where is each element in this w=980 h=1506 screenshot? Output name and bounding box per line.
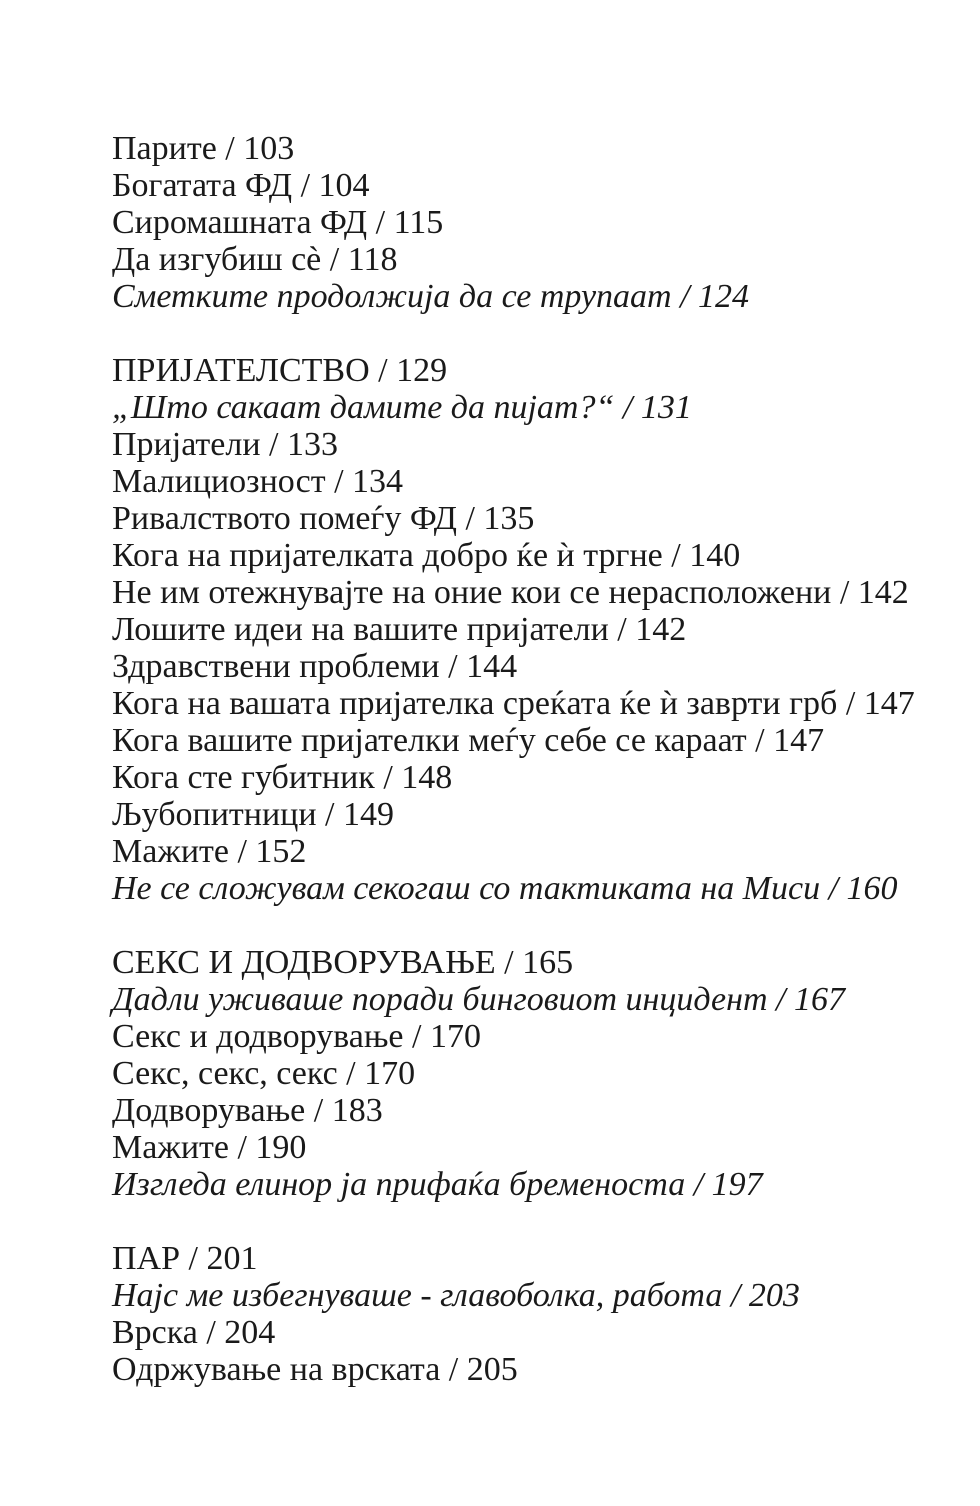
toc-section-header: ПРИЈАТЕЛСТВО / 129 xyxy=(112,352,448,389)
toc-section-header: ПАР / 201 xyxy=(112,1240,258,1277)
toc-entry: Богатата ФД / 104 xyxy=(112,167,370,204)
toc-entry-italic: Изгледа елинор ја прифаќа бременоста / 197 xyxy=(112,1166,763,1203)
toc-entry-italic: Не се сложувам секогаш со тактиката на Миси / 160 xyxy=(112,870,898,907)
toc-section xyxy=(112,352,915,907)
toc-entry: Кога на вашата пријателка среќата ќе ѝ заврти грб / 147 xyxy=(112,685,915,722)
toc-entry-italic: Најс ме избегнуваше - главоболка, работа / 203 xyxy=(112,1277,800,1314)
toc-section xyxy=(112,130,915,315)
toc-entry: Лошите идеи на вашите пријатели / 142 xyxy=(112,611,687,648)
toc-entry: Мажите / 190 xyxy=(112,1129,307,1166)
toc-entry: Додворување / 183 xyxy=(112,1092,383,1129)
toc-entry: Кога на пријателката добро ќе ѝ тргне / 140 xyxy=(112,537,741,574)
toc-entry: Здравствени проблеми / 144 xyxy=(112,648,518,685)
toc-entry: Пријатели / 133 xyxy=(112,426,338,463)
toc-entry: Мажите / 152 xyxy=(112,833,307,870)
toc-entry-italic: Сметките продолжија да се трупаат / 124 xyxy=(112,278,750,315)
toc-entry: Кога вашите пријателки меѓу себе се караат / 147 xyxy=(112,722,825,759)
toc-entry: Ривалството помеѓу ФД / 135 xyxy=(112,500,535,537)
toc-entry: Љубопитници / 149 xyxy=(112,796,394,833)
toc-entry: Не им отежнувајте на оние кои се нерасположени / 142 xyxy=(112,574,909,611)
toc-entry-italic: Дадли уживаше поради бинговиот инцидент / 167 xyxy=(112,981,845,1018)
toc-entry: Сиромашната ФД / 115 xyxy=(112,204,444,241)
toc-entry: Секс и додворување / 170 xyxy=(112,1018,481,1055)
table-of-contents xyxy=(112,130,915,1388)
toc-entry: Секс, секс, секс / 170 xyxy=(112,1055,416,1092)
toc-section xyxy=(112,1240,915,1388)
toc-section xyxy=(112,944,915,1203)
toc-section-header: СЕКС И ДОДВОРУВАЊЕ / 165 xyxy=(112,944,574,981)
toc-entry: Врска / 204 xyxy=(112,1314,276,1351)
toc-entry: Парите / 103 xyxy=(112,130,295,167)
toc-entry: Одржување на врската / 205 xyxy=(112,1351,518,1388)
toc-entry-italic: „Што сакаат дамите да пијат?“ / 131 xyxy=(112,389,692,426)
toc-entry: Кога сте губитник / 148 xyxy=(112,759,453,796)
toc-entry: Да изгубиш сѐ / 118 xyxy=(112,241,398,278)
toc-entry: Малициозност / 134 xyxy=(112,463,404,500)
